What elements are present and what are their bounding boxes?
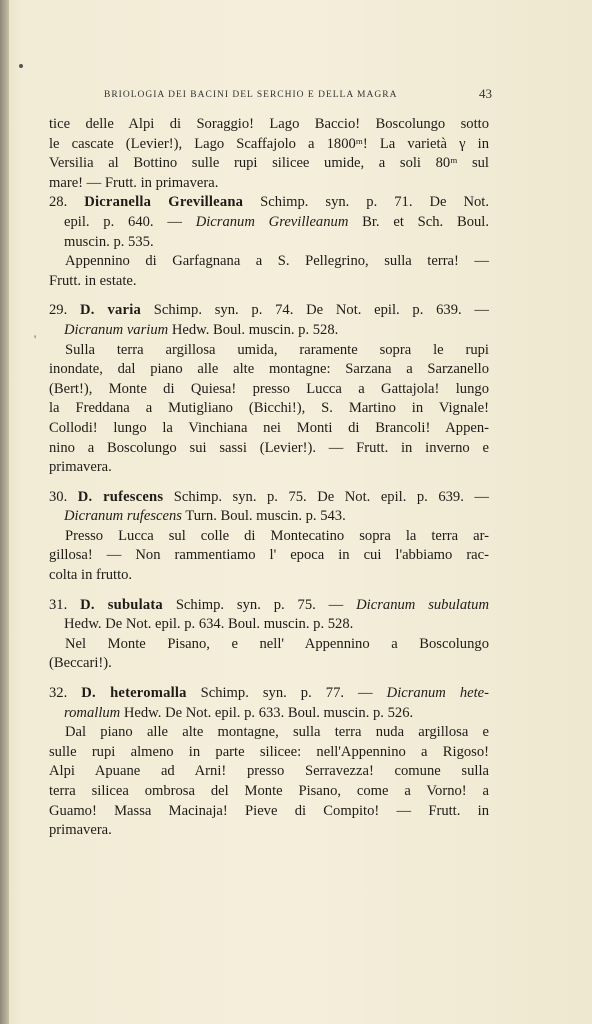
species-entry [49,301,489,477]
intro-paragraph [49,115,489,193]
species-entry [49,684,489,841]
page-number: 43 [479,86,492,101]
entry-heading-line: 30. D. rufescens Schimp. syn. p. 75. De Not. epil. p. 639. — [49,488,489,505]
text-line: tice delle Alpi di Soraggio! Lago Baccio! Boscolungo sotto [49,116,489,132]
habitat-line: Frutt. in estate. [49,272,137,289]
habitat-line: Sulla terra argillosa umida, raramente sopra le rupi [65,341,489,358]
habitat-line: (Bert!), Monte di Quiesa! presso Lucca a Gattajola! lungo [49,380,489,397]
entry-heading-line: 28. Dicranella Grevilleana Schimp. syn. p. 71. De Not. [49,194,490,211]
habitat-line: Collodi! lungo la Vinchiana nei Monti di Brancoli! Appen- [49,419,489,436]
habitat-line: terra silicea ombrosa del Monte Pisano, come a Vorno! a [49,783,489,799]
text-line: mare! — Frutt. in primavera. [49,174,219,191]
habitat-line: Presso Lucca sul colle di Montecatino sopra la terra ar- [65,527,489,544]
entry-heading-line: 31. D. subulata Schimp. syn. p. 75. — Dicranum subulatum [49,596,490,613]
habitat-line: colta in frutto. [49,567,133,584]
citation-line: Hedw. De Not. epil. p. 634. Boul. muscin. p. 528. [64,616,354,633]
species-entry [49,193,489,291]
synonym-italic: Dicranum varium [64,321,169,338]
entry-number: 29. [49,302,80,319]
entry-number: 31. [49,596,81,613]
habitat-line: (Beccari!). [49,655,112,672]
habitat-line: la Freddana a Mutigliano (Bicchi!), S. Martino in Vignale! [49,400,489,417]
species-entry [49,488,489,586]
running-title: BRIOLOGIA DEI BACINI DEL SERCHIO E DELLA MAGRA [104,90,398,100]
species-name: D. heteromalla [81,685,187,702]
page-body [49,115,489,841]
species-entries [49,193,489,840]
habitat-line: Guamo! Massa Macinaja! Pieve di Compito! — Frutt. in [49,802,489,819]
species-name: D. subulata [80,596,163,613]
synonym-italic: romallum [64,704,121,721]
text-line: le cascate (Levier!), Lago Scaffajolo a 1800ᵐ! La varietà γ in [49,135,489,152]
citation-line: muscin. p. 535. [64,233,154,250]
synonym-italic: Dicranum Grevilleanum [195,213,349,230]
habitat-line: Nel Monte Pisano, e nell' Appennino a Boscolungo [65,635,489,652]
species-name: Dicranella Grevilleana [84,194,244,211]
habitat-line: inondate, dal piano alle alte montagne: Sarzana a Sarzanello [49,361,489,378]
entry-number: 30. [49,488,78,505]
entry-heading-line: 29. D. varia Schimp. syn. p. 74. De Not. epil. p. 639. — [49,302,490,319]
entry-number: 32. [49,685,82,702]
margin-dot [19,64,23,68]
habitat-line: sulle rupi almeno in parte silicee: nell'Appennino a Rigoso! [49,743,489,760]
species-name: D. varia [80,302,141,319]
citation-line: epil. p. 640. — Dicranum Grevilleanum Br. et Sch. Boul. [64,213,489,230]
habitat-line: gillosa! — Non rammentiamo l' epoca in cui l'abbiamo rac- [49,547,489,564]
synonym-italic: Dicranum rufescens [64,508,182,525]
citation-line: romallum Hedw. De Not. epil. p. 633. Boul. muscin. p. 526. [64,704,414,721]
synonym-italic: Dicranum hete- [386,685,490,702]
margin-tick-mark: ' [34,332,37,346]
habitat-line: Alpi Apuane ad Arni! presso Serravezza! comune sulla [49,763,489,780]
habitat-line: nino a Boscolungo sui sassi (Levier!). — Frutt. in inverno e [49,439,489,456]
habitat-line: primavera. [49,459,112,476]
habitat-line: Appennino di Garfagnana a S. Pellegrino, sulla terra! — [65,253,489,270]
text-line: Versilia al Bottino sulle rupi silicee umide, a soli 80ᵐ sul [49,155,489,172]
citation-line: Dicranum varium Hedw. Boul. muscin. p. 528. [64,321,339,338]
habitat-line: Dal piano alle alte montagne, sulla terra nuda argillosa e [65,724,489,741]
citation-line: Dicranum rufescens Turn. Boul. muscin. p. 543. [64,508,346,525]
synonym-italic: Dicranum subulatum [356,596,490,613]
species-name: D. rufescens [77,488,164,505]
entry-heading-line: 32. D. heteromalla Schimp. syn. p. 77. — Dicranum hete- [49,685,490,702]
habitat-line: primavera. [49,822,112,839]
species-entry [49,596,489,674]
page-binding-edge [0,0,9,1024]
entry-number: 28. [49,194,85,211]
